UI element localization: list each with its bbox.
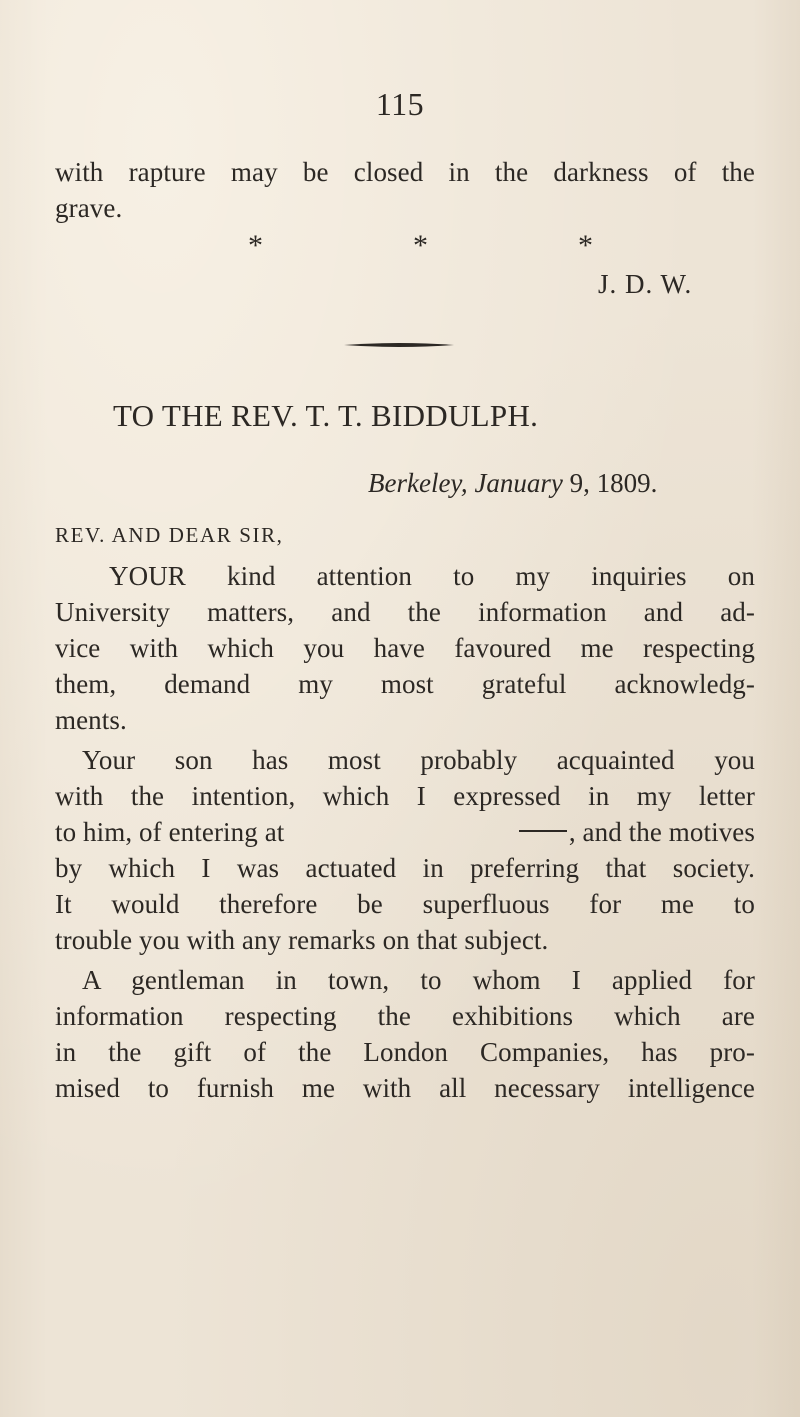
text-line: It would therefore be superfluous for me to <box>55 889 755 919</box>
text-fragment: , and the motives <box>568 817 755 847</box>
asterisk-icon: * <box>578 229 593 262</box>
asterisk-icon: * <box>248 229 263 262</box>
dateline-date: 9, 1809. <box>569 468 658 498</box>
text-line: with the intention, which I expressed in my letter <box>55 781 755 811</box>
divider-rule-icon <box>344 342 454 348</box>
page-number: 115 <box>375 86 425 122</box>
letter-heading: TO THE REV. T. T. BIDDULPH. <box>113 398 539 433</box>
text-line: A gentleman in town, to whom I applied for <box>82 965 755 995</box>
section-ornament <box>0 226 800 266</box>
text-line: Your son has most probably acquainted you <box>82 745 755 775</box>
dateline-month: January <box>474 468 563 498</box>
asterisk-icon: * <box>413 229 428 262</box>
text-line: grave. <box>55 193 123 223</box>
text-line: trouble you with any remarks on that subject. <box>55 925 549 955</box>
text-line <box>55 816 755 848</box>
text-line: with rapture may be closed in the darkness of the <box>55 157 755 187</box>
dateline <box>368 467 657 499</box>
text-line: YOUR kind attention to my inquiries on <box>109 561 755 591</box>
text-line: mised to furnish me with all necessary intelligence <box>55 1073 755 1103</box>
text-line: vice with which you have favoured me respecting <box>55 633 755 663</box>
text-line: ments. <box>55 705 127 735</box>
text-line: in the gift of the London Companies, has pro- <box>55 1037 755 1067</box>
text-line: information respecting the exhibitions which are <box>55 1001 755 1031</box>
dateline-place: Berkeley, <box>368 468 468 498</box>
salutation: REV. AND DEAR SIR, <box>55 523 284 547</box>
text-fragment: to him, of entering at <box>55 817 285 847</box>
signature: J. D. W. <box>598 269 693 299</box>
text-line: by which I was actuated in preferring that society. <box>55 853 755 883</box>
text-line: University matters, and the information and ad- <box>55 597 755 627</box>
blank-dash <box>519 830 567 832</box>
text-line: them, demand my most grateful acknowledg- <box>55 669 755 699</box>
